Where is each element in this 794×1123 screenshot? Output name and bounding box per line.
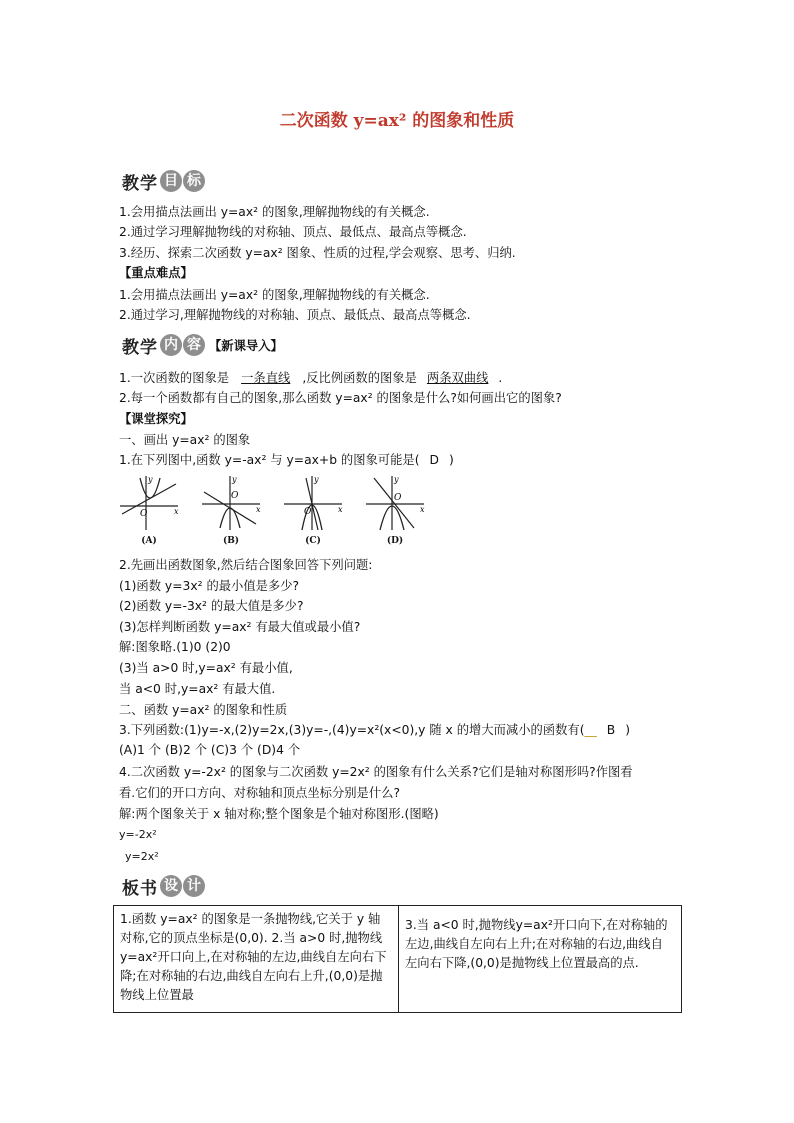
intro-q1-middle: ,反比例函数的图象是 (302, 371, 417, 385)
section-goal-badge-1: 目 (160, 170, 182, 192)
graph-d (364, 474, 426, 546)
graph-d-label: (D) (386, 536, 404, 546)
exercise-3 (119, 722, 630, 738)
graph-a-label: (A) (141, 536, 157, 546)
graph-c-x: x (338, 505, 343, 514)
key-points-title: 【重点难点】 (119, 266, 193, 280)
exercise-2-answer-3: 当 a<0 时,y=ax² 有最大值. (119, 682, 276, 696)
graph-b-plot (200, 474, 262, 532)
graph-d-plot (364, 474, 426, 532)
ex3-prefix: 3.下列函数:(1)y=-x,(2)y=2x,(3)y=-,(4)y=x²(x<0),y 随 x 的增大而减小的函数有( (119, 723, 585, 737)
exercise-2-answer-1: 解:图象略.(1)0 (2)0 (119, 640, 231, 654)
part1-title: 一、画出 y=ax² 的图象 (119, 433, 251, 447)
section-board-badge-2: 计 (183, 875, 205, 897)
graph-a-origin: O (140, 509, 148, 519)
page-title: 二次函数 y=ax² 的图象和性质 (279, 111, 515, 131)
ex1-answer: D (429, 453, 439, 467)
graph-b-x: x (256, 505, 261, 514)
key-point-2: 2.通过学习,理解抛物线的对称轴、顶点、最低点、最高点等概念. (119, 308, 471, 322)
graph-c-origin: O (304, 507, 312, 517)
section-content-badge-1: 内 (160, 334, 182, 356)
ex3-answer: B (606, 723, 616, 737)
key-point-1: 1.会用描点法画出 y=ax² 的图象,理解抛物线的有关概念. (119, 288, 430, 302)
goal-item-3: 3.经历、探索二次函数 y=ax² 图象、性质的过程,学会观察、思考、归纳. (119, 246, 516, 260)
goal-item-2: 2.通过学习理解抛物线的对称轴、顶点、最低点、最高点等概念. (119, 225, 467, 239)
section-board-text: 板书 (122, 878, 158, 899)
exercise-2-stem: 2.先画出函数图象,然后结合图象回答下列问题: (119, 558, 373, 572)
graph-b-y: y (232, 475, 237, 484)
exercise-2-q1: (1)函数 y=3x² 的最小值是多少? (119, 579, 300, 593)
section-content-text: 教学 (122, 337, 158, 358)
ex1-suffix: ) (448, 453, 454, 467)
graph-a (118, 474, 180, 546)
exercise-2-q3: (3)怎样判断函数 y=ax² 有最大值或最小值? (119, 620, 361, 634)
graph-c-label: (C) (305, 536, 321, 546)
exercise-2-q2: (2)函数 y=-3x² 的最大值是多少? (119, 599, 304, 613)
graph-d-x: x (420, 505, 425, 514)
intro-question-1 (119, 370, 502, 386)
ex1-prefix: 1.在下列图中,函数 y=-ax² 与 y=ax+b 的图象可能是( (119, 453, 420, 467)
ex3-suffix: ) (625, 723, 631, 737)
formula-pos: y=2x² (125, 850, 159, 863)
graph-options (118, 474, 428, 546)
graph-a-plot (118, 474, 180, 532)
exercise-3-options: (A)1 个 (B)2 个 (C)3 个 (D)4 个 (119, 743, 301, 757)
board-design-table (113, 905, 682, 1013)
board-right-cell: 3.当 a<0 时,抛物线y=ax²开口向下,在对称轴的左边,曲线自左向右上升;在对称轴的右边,曲线自左向右下降,(0,0)是抛物线上位置最高的点. (405, 918, 668, 970)
graph-c-y: y (314, 475, 319, 484)
section-board-badge-1: 设 (160, 875, 182, 897)
exercise-4-line-1: 4.二次函数 y=-2x² 的图象与二次函数 y=2x² 的图象有什么关系?它们是轴对称图形吗?作图看 (119, 765, 633, 779)
intro-q1-prefix: 1.一次函数的图象是 (119, 371, 230, 385)
ex3-blank: __ (584, 723, 597, 737)
intro-q1-answer-1: 一条直线 (241, 371, 291, 385)
section-goal-heading (122, 168, 205, 194)
graph-a-x: x (174, 507, 179, 516)
intro-question-2: 2.每一个函数都有自己的图象,那么函数 y=ax² 的图象是什么?如何画出它的图象? (119, 391, 562, 405)
graph-a-y: y (148, 475, 153, 484)
board-left-cell: 1.函数 y=ax² 的图象是一条抛物线,它关于 y 轴对称,它的顶点坐标是(0,0). 2.当 a>0 时,抛物线y=ax²开口向上,在对称轴的左边,曲线自左向右下降;在对称轴的右边,曲线自左向右上升,(0,0)是抛物线上位置最 (114, 906, 399, 1012)
section-goal-badge-2: 标 (183, 170, 205, 192)
section-content-heading (122, 332, 283, 358)
intro-q1-suffix: . (498, 371, 503, 385)
exercise-4-answer: 解:两个图象关于 x 轴对称;整个图象是个轴对称图形.(图略) (119, 807, 439, 821)
exercise-2-answer-2: (3)当 a>0 时,y=ax² 有最小值, (119, 661, 293, 675)
section-content-badge-2: 容 (183, 334, 205, 356)
graph-d-y: y (394, 475, 399, 484)
explore-title: 【课堂探究】 (119, 412, 193, 426)
graph-d-origin: O (394, 493, 402, 503)
intro-title: 【新课导入】 (209, 339, 283, 353)
goal-item-1: 1.会用描点法画出 y=ax² 的图象,理解抛物线的有关概念. (119, 205, 430, 219)
intro-q1-answer-2: 两条双曲线 (426, 371, 489, 385)
graph-c (282, 474, 344, 546)
exercise-4-line-2: 看.它们的开口方向、对称轴和顶点坐标分别是什么? (119, 786, 400, 800)
section-goal-text: 教学 (122, 173, 158, 194)
formula-neg: y=-2x² (119, 828, 157, 841)
exercise-1 (119, 452, 454, 468)
graph-b-origin: O (231, 491, 239, 501)
graph-c-plot (282, 474, 344, 532)
section-board-heading (122, 873, 205, 899)
graph-b (200, 474, 262, 546)
part2-title: 二、函数 y=ax² 的图象和性质 (119, 703, 288, 717)
graph-b-label: (B) (222, 536, 240, 546)
